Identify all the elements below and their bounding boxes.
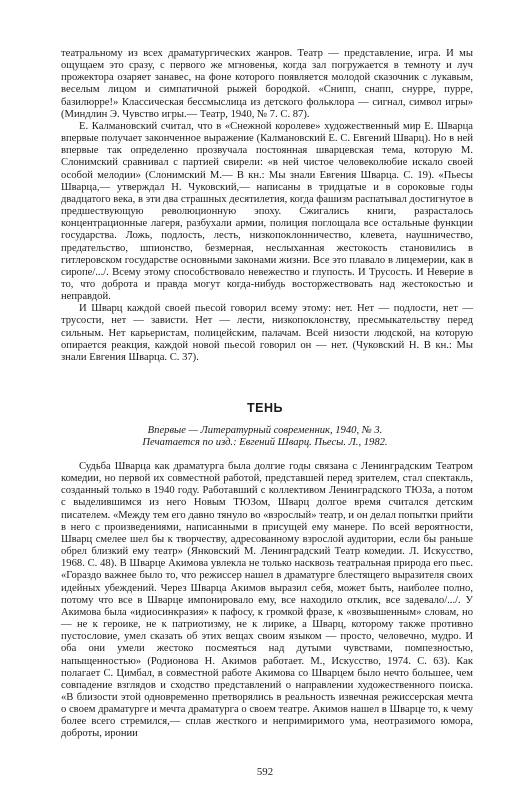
first-published-line: Впервые — Литературный современник, 1940, № 3.: [147, 425, 383, 436]
paragraph: Е. Калмановский считал, что в «Снежной королеве» художественный мир Е. Шварца впервые получает законченное выражение (Калмановский Е. С. Евгений Шварц). Но в ней впервые так определенно прозвучала постоянная шварцевская тема, которую М. Слонимский сравнивал с партией свирели: «в ней чистое человеколюбие искало своей особой мелодии» (Слонимский М.— В кн.: Мы знали Евгения Шварца. С. 19). «Пьесы Шварца,— утверждал Н. Чуковский,— написаны в тридцатые и в сороковые годы двадцатого века, в эти два страшных десятилетия, когда фашизм распатывал достигнутое в предшествующую революционную эпоху. Сжигались книги, разрасталось концентрационные лагеря, разбухали армии, полиция поглощала все остальные функции государства. Ложь, подлость, лесть, низкопоклонничество, клевета, наушничество, предательство, шпионство, безмерная, неслыханная жестокость становились в гитлеровском государстве основными законами жизни. Все это плавало в лицемерии, как в сиропе/.../. Всему этому способствовало невежество и глупость. И Трусость. И Неверие в то, что доброта и правда могут когда-нибудь восторжествовать над жестокостью и неправдой.: [61, 120, 473, 303]
paragraph: И Шварц каждой своей пьесой говорил всему этому: нет. Нет — подлости, нет — трусости, нет — зависти. Нет — лести, низкопоклонству, пресмыкательству перед сильным. Нет карьеристам, полицейским, палачам. Всей низости людской, на которую опирается реакция, каждой новой пьесой говорил он — нет. (Чуковский Н. В кн.: Мы знали Евгения Шварца. С. 37).: [61, 303, 473, 363]
paragraph: театральному из всех драматургических жанров. Театр — представление, игра. И мы ощущаем это сразу, с первого же мгновенья, когда зал погружается в темноту и луч прожектора озаряет занавес, на фоне которого появляется молодой сказочник с лукавым, веселым лицом и симпатичной рыжей бородкой. «Снипп, снапп, снурре, пурре, базилюрре!» Классическая бессмыслица из детского фольклора — сигнал, символ игры» (Миндлин Э. Чувство игры.— Театр, 1940, № 7. С. 87).: [61, 48, 473, 120]
paragraph: Судьба Шварца как драматурга была долгие годы связана с Ленинградским Театром комедии, но первой их совместной работой, представшей перед зрителем, стал спектакль, созданный только в 1940 году. Работавший с коллективом Ленинградского ТЮЗа, а потом с выделившимся из него Новым ТЮЗом, Шварц долгое время считался детским писателем. «Между тем его давно тянуло во «взрослый» театр, и он делал попытки прийти в него с произведениями, написанными в присущей ему манере. По всей вероятности, Шварц смелее шел бы к творчеству, адресованному взрослой аудитории, если бы раньше обрел близкий ему театр» (Янковский М. Ленинградский Театр комедии. Л. Искусство, 1968. С. 48). В Шварце Акимова увлекла не только насквозь театральная природа его пьес. «Гораздо важнее было то, что режиссер нашел в драматурге блестящего выразителя своих идейных убеждений. Через Шварца Акимов выразил себя, может быть, наиболее полно, потому что все в Шварце импонировало ему, все находило отклик, все задевало/.../. У Акимова была «идиосинкразия» к пафосу, к громкой фразе, к «возвышенным» словам, но — не к героике, не к патриотизму, не к лирике, а Шварц, которому также противно пустословие, умел сказать об этих вещах своим языком — просто, человечно, мудро. И оба они умели жестоко посмеяться над дутыми чувствами, помпезностью, напыщенностью» (Родионова Н. Акимов работает. М., Искусство, 1974. С. 63). Как полагает С. Цимбал, в совместной работе Акимова со Шварцем было нечто большее, чем совпадение взглядов и сходство представлений о направлении художественного поиска. «В близости этой одновременно претворялись в реальность извечная режиссерская мечта о своем драматурге и мечта драматурга о своем театре. Акимов нашел в Шварце то, к чему более всего стремился,— сплав жесткого и непримиримого ума, неотразимого юмора, доброты, иронии: [61, 461, 473, 740]
publication-note: [0, 425, 530, 449]
page-number: 592: [256, 766, 274, 778]
commentary-top-block: [61, 48, 473, 364]
section-title: ТЕНЬ: [247, 401, 283, 415]
printed-from-line: Печатается по изд.: Евгений Шварц. Пьесы. Л., 1982.: [142, 437, 388, 449]
commentary-bottom-block: [61, 461, 473, 741]
